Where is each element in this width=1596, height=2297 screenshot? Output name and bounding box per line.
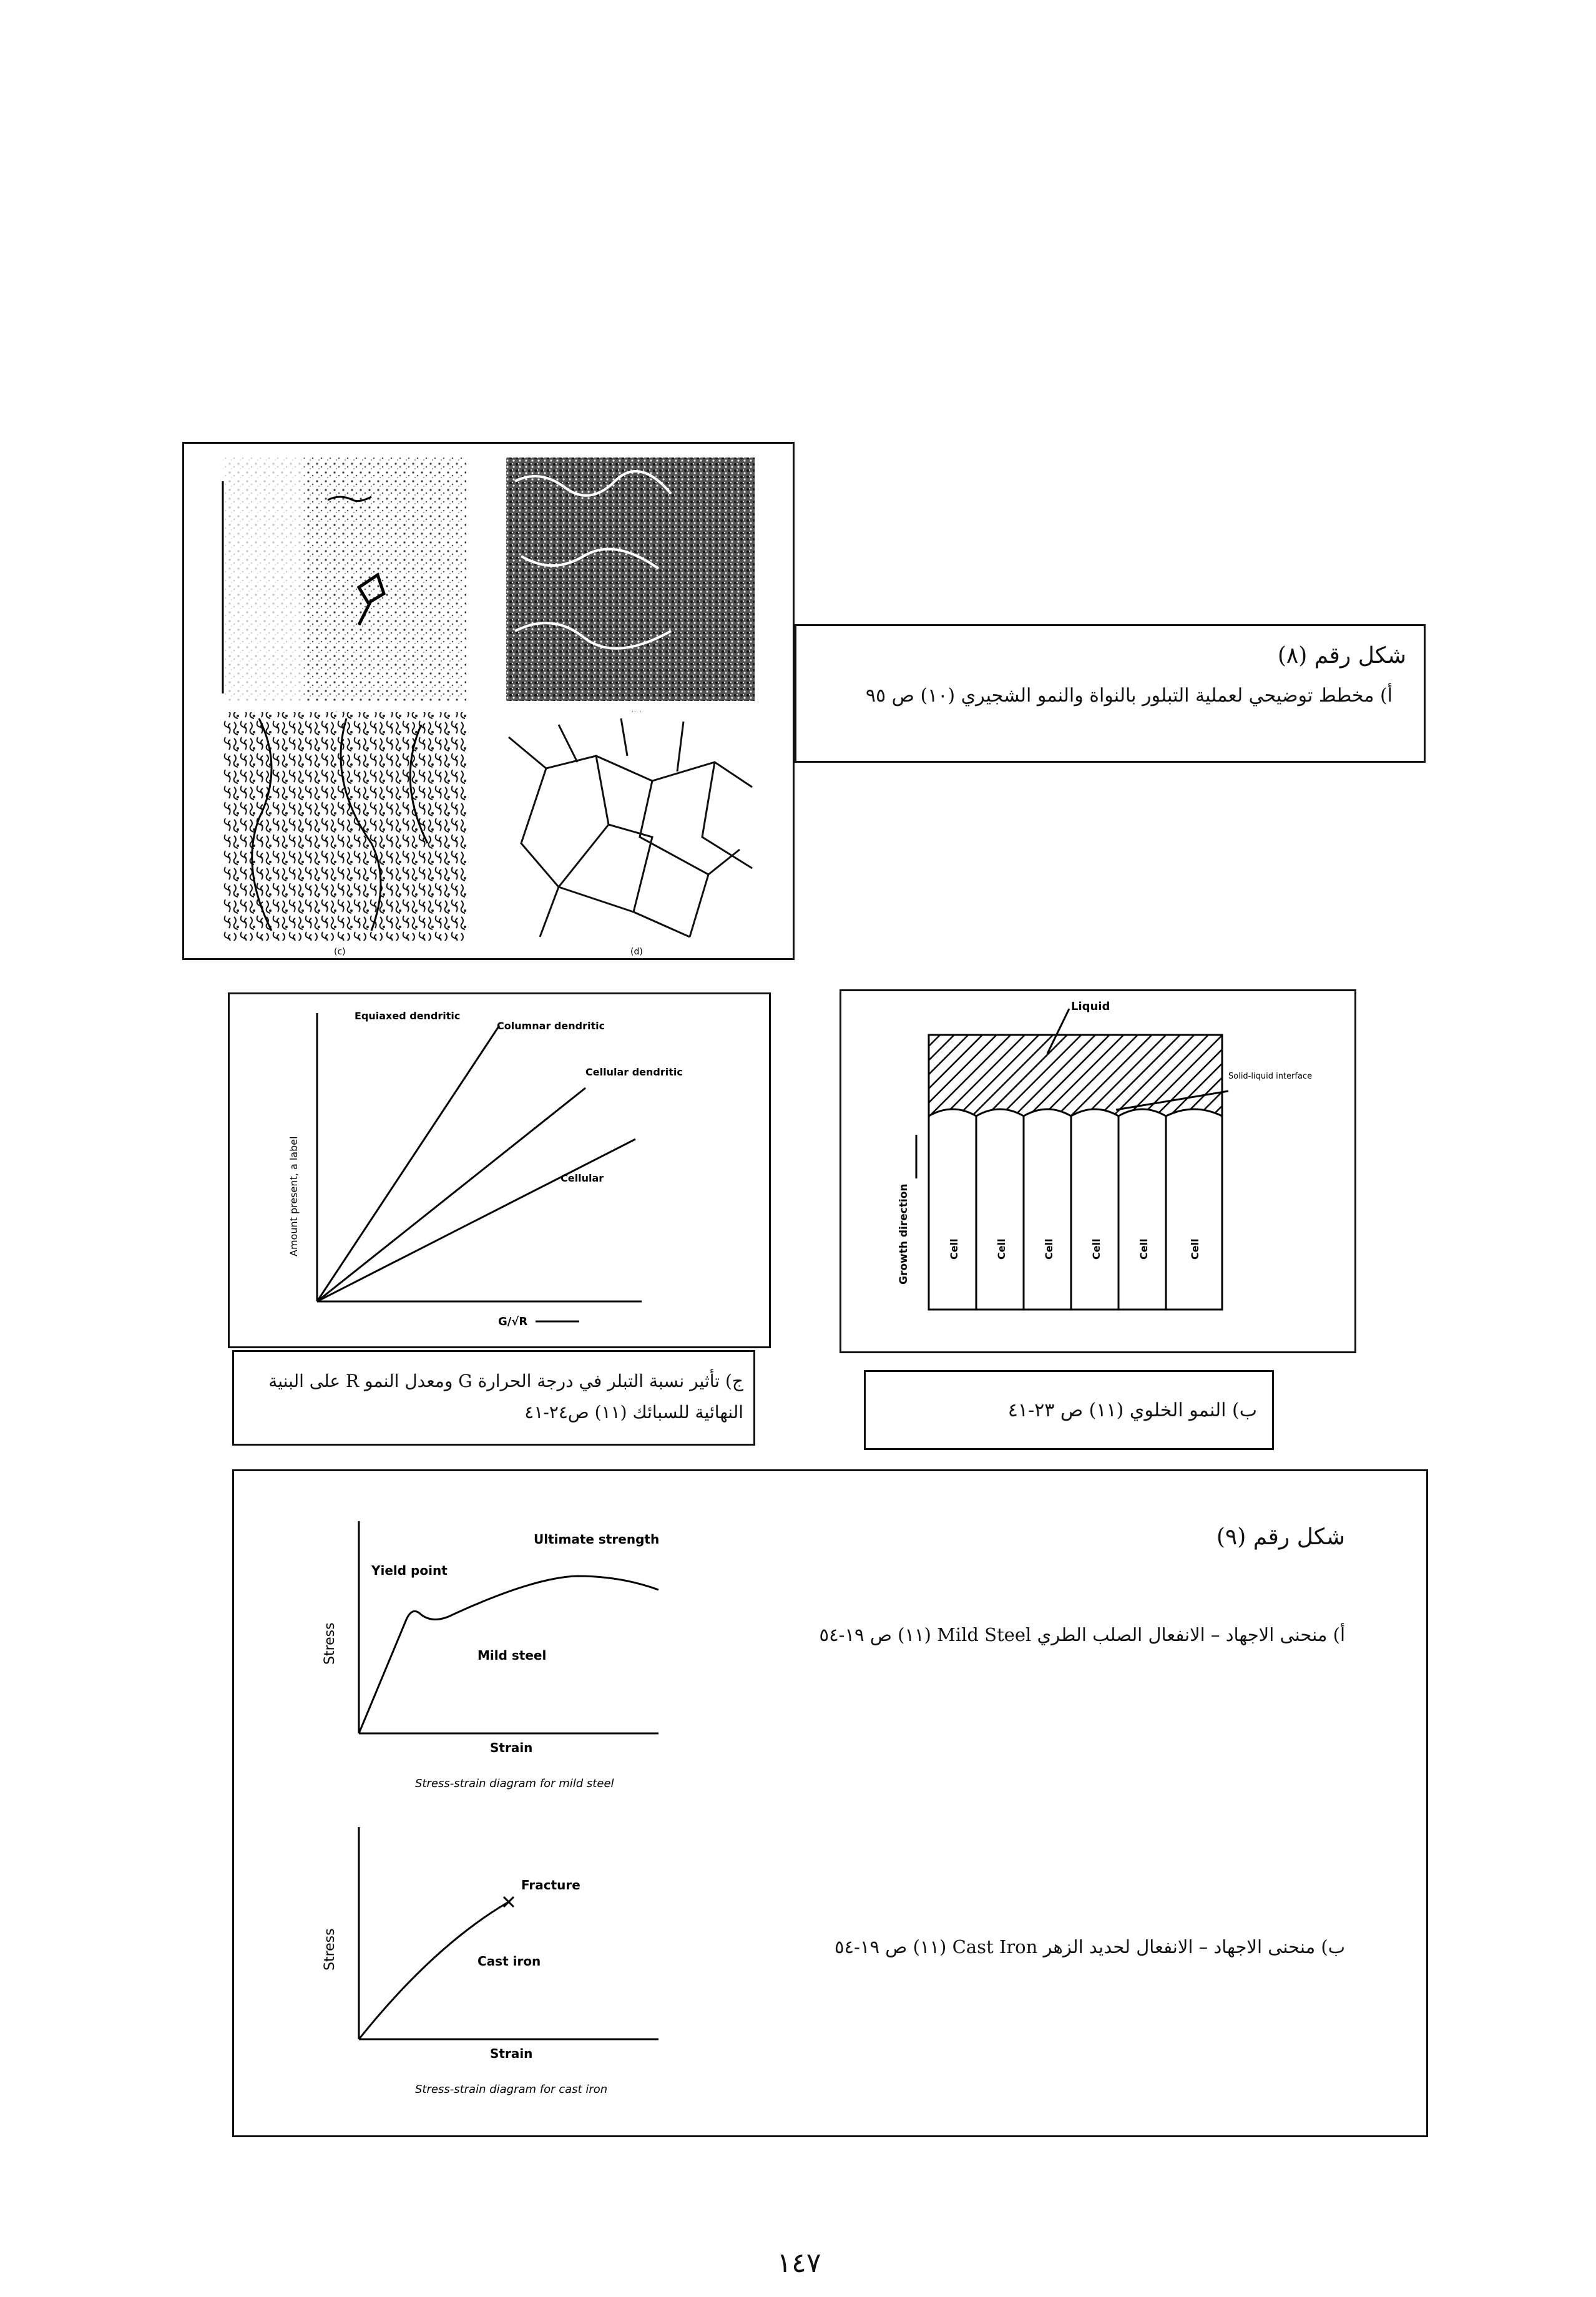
cell-label: Cell [1189, 1238, 1201, 1260]
fracture-mark [504, 1897, 514, 1907]
fig8-heading: شكل رقم (٨) [1277, 643, 1406, 669]
micrograph-illustration [184, 444, 793, 958]
mild-steel-title: Stress-strain diagram for mild steel [415, 1777, 614, 1790]
yield-point-label: Yield point [371, 1563, 448, 1578]
liquid-region [929, 1035, 1222, 1116]
fig8-caption-box [795, 624, 1426, 763]
stress-label: Stress [322, 1622, 338, 1665]
cell-label: Cell [996, 1238, 1007, 1260]
x-axis-label: G/√R [498, 1315, 528, 1328]
fig-c-caption: ج) تأثير نسبة التبلر في درجة الحرارة G ومعدل النمو R على البنية النهائية للسبائك (١١) ص٢٤-٤١ [268, 1371, 743, 1423]
line-cellular [317, 1139, 635, 1301]
fig8-caption-a: أ) مخطط توضيحي لعملية التبلور بالنواة والنمو الشجيري (١٠) ص ٩٥ [865, 685, 1393, 707]
cell-label: Cell [948, 1238, 960, 1260]
stress-label: Stress [322, 1928, 338, 1971]
mild-steel-chart [272, 1496, 708, 1796]
growth-direction-label: Growth direction [898, 1183, 910, 1285]
label-cellular: Cellular [561, 1172, 604, 1184]
strain-label: Strain [490, 1740, 533, 1755]
cast-iron-chart [272, 1802, 708, 2114]
fig9-caption-b: ب) منحنى الاجهاد – الانفعال لحديد الزهر Cast Iron (١١) ص ١٩-٥٤ [834, 1936, 1345, 1957]
cast-iron-label: Cast iron [477, 1954, 541, 1969]
mild-steel-label: Mild steel [477, 1648, 547, 1663]
liquid-label: Liquid [1071, 1000, 1110, 1013]
fig-b-caption-box [864, 1370, 1274, 1450]
cell-label: Cell [1090, 1238, 1102, 1260]
interface-label: Solid-liquid interface [1228, 1072, 1313, 1081]
micro-label-c: (c) [334, 947, 346, 957]
cellular-growth-diagram [840, 989, 1356, 1353]
fig9-caption-a: أ) منحنى الاجهاد – الانفعال الصلب الطري Mild Steel (١١) ص ١٩-٥٤ [819, 1624, 1345, 1645]
cell-label: Cell [1138, 1238, 1150, 1260]
line-cellular-dendritic [317, 1088, 585, 1301]
fig9-heading: شكل رقم (٩) [1216, 1524, 1345, 1550]
fracture-label: Fracture [521, 1878, 580, 1893]
label-columnar: Columnar dendritic [497, 1020, 605, 1032]
cell-label: Cell [1043, 1238, 1055, 1260]
ultimate-strength-label: Ultimate strength [534, 1532, 660, 1547]
line-columnar [317, 1026, 499, 1301]
fig-b-caption: ب) النمو الخلوي (١١) ص ٢٣-٤١ [1007, 1399, 1257, 1421]
label-cellular-dendritic: Cellular dendritic [585, 1066, 683, 1078]
fig-c-caption-box [232, 1350, 755, 1446]
fig9-panel [232, 1469, 1428, 2137]
label-equiaxed: Equiaxed dendritic [355, 1010, 461, 1022]
y-axis-label: Amount present, a label [288, 1136, 300, 1256]
growth-structure-chart [228, 992, 771, 1348]
micrograph-panel [182, 442, 795, 960]
page-number: ١٤٧ [776, 2247, 821, 2279]
micro-label-d: (d) [630, 947, 643, 957]
stress-strain-curve [359, 1902, 509, 2039]
strain-label: Strain [490, 2046, 533, 2061]
cast-iron-title: Stress-strain diagram for cast iron [415, 2083, 608, 2096]
